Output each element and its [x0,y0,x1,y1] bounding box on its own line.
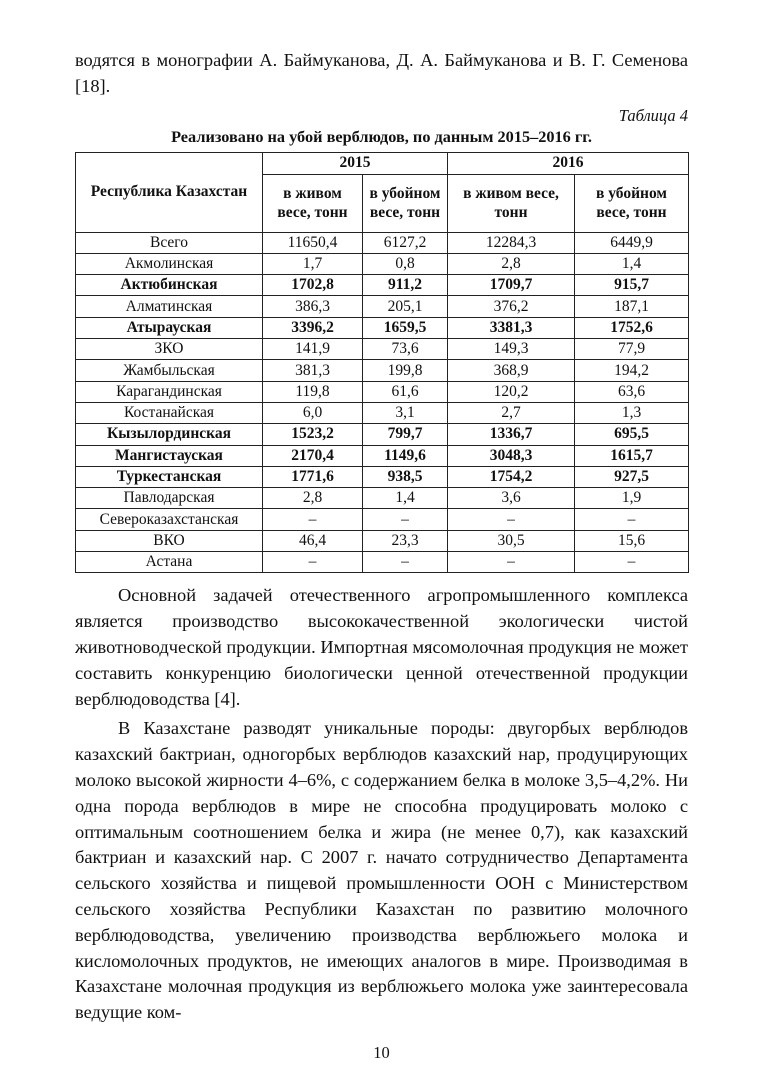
value-cell: 911,2 [363,275,448,296]
table-row [76,232,689,253]
region-cell: ВКО [76,530,263,551]
year-header: 2015 [263,152,448,174]
value-cell: – [448,509,575,530]
value-cell: 3048,3 [448,445,575,466]
table-row [76,253,689,274]
value-cell: 119,8 [263,381,363,402]
page-number: 10 [373,1043,390,1062]
value-cell: 120,2 [448,381,575,402]
value-cell: 205,1 [363,296,448,317]
value-cell: 915,7 [575,275,689,296]
region-cell: Павлодарская [76,488,263,509]
value-cell: 1615,7 [575,445,689,466]
body-paragraph: Основной задачей отечественного агропромышленного комплекса является производство высококачественной экологически чистой животноводческой продукции. Импортная мясомолочная продукция не может составить конкуренцию биологически ценной отечественной продукции верблюдоводства [4]. [75,585,688,709]
value-cell: 0,8 [363,253,448,274]
region-cell: Всего [76,232,263,253]
value-cell: 1659,5 [363,317,448,338]
camel-slaughter-table [75,152,689,574]
table-row [76,296,689,317]
region-cell: Кызылординская [76,424,263,445]
value-cell: 1709,7 [448,275,575,296]
body-text [75,583,688,1026]
value-cell: 2,8 [263,488,363,509]
body-paragraph: В Казахстане разводят уникальные породы: двугорбых верблюдов казахский бактриан, одногорбых верблюдов казахский нар, продуцирующих молоко высокой жирности 4–6%, с содержанием белка в молоке 3,5–4,2%. Ни одна порода верблюдов в мире не способна продуцировать молоко с оптимальным соотношением белка и жира (не менее 0,7), как казахский бактриан и казахский нар. С 2007 г. начато сотрудничество Департамента сельского хозяйства и пищевой промышленности ООН с Министерством сельского хозяйства Республики Казахстан по развитию молочного верблюдоводства, увеличению производства верблюжьего молока и кисломолочных продуктов, не имеющих аналогов в мире. Производимая в Казахстане молочная продукция из верблюжьего молока уже заинтересовала ведущие ком- [75,718,688,1023]
value-cell: – [575,509,689,530]
value-cell: 12284,3 [448,232,575,253]
value-cell: – [363,509,448,530]
value-cell: 695,5 [575,424,689,445]
value-cell: 1,7 [263,253,363,274]
region-cell: Акмолинская [76,253,263,274]
value-cell: – [263,552,363,573]
value-cell: 1,9 [575,488,689,509]
value-cell: 6127,2 [363,232,448,253]
table-row [76,530,689,551]
region-column-header: Республика Казахстан [76,152,263,232]
table-row [76,381,689,402]
value-cell: 73,6 [363,339,448,360]
value-cell: 927,5 [575,466,689,487]
value-cell: – [448,552,575,573]
value-cell: 199,8 [363,360,448,381]
value-cell: 1,3 [575,402,689,423]
value-cell: 11650,4 [263,232,363,253]
column-subheader: в живом весе, тонн [448,174,575,232]
value-cell: 368,9 [448,360,575,381]
value-cell: 149,3 [448,339,575,360]
value-cell: – [575,552,689,573]
region-cell: Североказахстанская [76,509,263,530]
column-subheader: в убойном весе, тонн [363,174,448,232]
table-row [76,552,689,573]
region-cell: Туркестанская [76,466,263,487]
year-header: 2016 [448,152,689,174]
region-cell: Костанайская [76,402,263,423]
value-cell: 30,5 [448,530,575,551]
value-cell: 2,7 [448,402,575,423]
value-cell: 3381,3 [448,317,575,338]
region-cell: ЗКО [76,339,263,360]
column-subheader: в убойном весе, тонн [575,174,689,232]
table-header-row-years [76,152,689,174]
value-cell: 376,2 [448,296,575,317]
value-cell: 46,4 [263,530,363,551]
table-row [76,424,689,445]
intro-paragraph: водятся в монографии А. Баймуканова, Д. А. Баймуканова и В. Г. Семенова [18]. [75,50,688,96]
region-cell: Атырауская [76,317,263,338]
value-cell: 3,1 [363,402,448,423]
value-cell: 1149,6 [363,445,448,466]
value-cell: 3396,2 [263,317,363,338]
region-cell: Карагандинская [76,381,263,402]
table-row [76,275,689,296]
value-cell: 77,9 [575,339,689,360]
document-page [75,0,688,1026]
value-cell: 15,6 [575,530,689,551]
value-cell: 1702,8 [263,275,363,296]
table-row [76,488,689,509]
value-cell: 2,8 [448,253,575,274]
region-cell: Актюбинская [76,275,263,296]
table-row [76,402,689,423]
value-cell: – [363,552,448,573]
value-cell: 1336,7 [448,424,575,445]
table-row [76,445,689,466]
value-cell: 1752,6 [575,317,689,338]
column-subheader: в живом весе, тонн [263,174,363,232]
value-cell: 61,6 [363,381,448,402]
value-cell: 3,6 [448,488,575,509]
value-cell: 1771,6 [263,466,363,487]
region-cell: Астана [76,552,263,573]
value-cell: 1523,2 [263,424,363,445]
value-cell: 799,7 [363,424,448,445]
value-cell: 1754,2 [448,466,575,487]
table-label: Таблица 4 [618,105,688,125]
region-cell: Жамбыльская [76,360,263,381]
value-cell: 6449,9 [575,232,689,253]
value-cell: 141,9 [263,339,363,360]
table-row [76,466,689,487]
value-cell: 187,1 [575,296,689,317]
table-row [76,360,689,381]
value-cell: 1,4 [363,488,448,509]
region-cell: Алматинская [76,296,263,317]
value-cell: 938,5 [363,466,448,487]
value-cell: – [263,509,363,530]
value-cell: 2170,4 [263,445,363,466]
table-title: Реализовано на убой верблюдов, по данным 2015–2016 гг. [171,126,592,146]
value-cell: 386,3 [263,296,363,317]
value-cell: 381,3 [263,360,363,381]
table-body [76,232,689,573]
region-cell: Мангистауская [76,445,263,466]
value-cell: 1,4 [575,253,689,274]
table-row [76,339,689,360]
value-cell: 194,2 [575,360,689,381]
value-cell: 23,3 [363,530,448,551]
table-row [76,317,689,338]
value-cell: 6,0 [263,402,363,423]
value-cell: 63,6 [575,381,689,402]
table-row [76,509,689,530]
